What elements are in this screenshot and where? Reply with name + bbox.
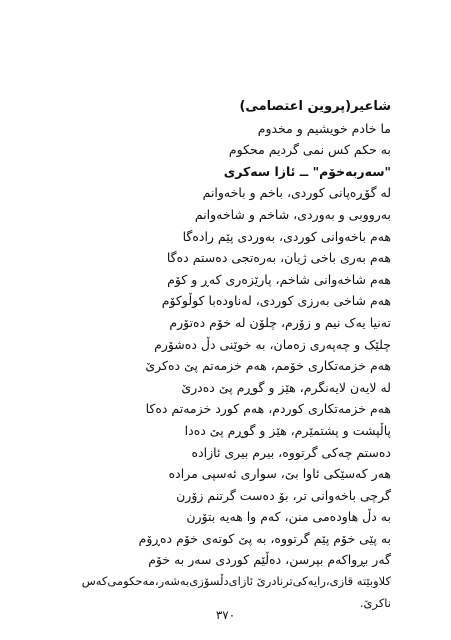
- poem-title: شاعیر(پروین اعتصامی): [239, 99, 391, 114]
- poem-line: ما خادم خویشیم و مخدوم: [257, 120, 391, 136]
- poem-line: هەم خزمەتکاری کوردم، هەم کورد خزمەتم دەکا: [145, 401, 391, 417]
- poem-line: بە دڵ هاودەمی منن، کەم وا هەیە بتۆرن: [186, 509, 391, 525]
- poem-line: لە گۆڕەپانی کوردی، باخم و باخەوانم: [202, 185, 391, 201]
- poem-line: بە پێی خۆم پێم گرتووە، بە پێ کوتەی خۆم دەڕۆم: [138, 530, 391, 546]
- poem-line: به حکم کس نمی گردیم محکوم: [228, 142, 391, 158]
- poem-line: هەم خزمەتکاری خۆمم، هەم خزمەتم پێ دەکرێ: [145, 358, 391, 374]
- poem-line: بەرووبی و بەوردی، شاخم و شاخەوانم: [194, 206, 391, 222]
- poem-line: تەنیا یەک نیم و زۆرم، چلۆن لە خۆم دەتۆرم: [169, 314, 391, 330]
- poem-closing-line: کلاوبێتە قازی،رایەکی‌ترنادرێ ئازای‌دڵسۆزی‌بەشەر،مەحکومی‌کەس ناکرێ.: [81, 574, 391, 610]
- poem-line: چلێک و چەپەری زەمان، بە خوێنی دڵ دەشۆرم: [154, 336, 391, 352]
- poem-line: هەم باخەوانی کوردی، بەوردی پێم رادەگا: [182, 228, 391, 244]
- poem-line: هەم شاخەوانی شاخم، پارێزەری کەڕ و کۆم: [167, 271, 391, 287]
- poem-line: دەستم چەکی گرتووە، بیرم بیری ئازادە: [191, 444, 391, 460]
- poem-line: هەم شاخی بەرزی کوردی، لەناودەبا کوڵوکۆم: [161, 293, 391, 309]
- poem-subtitle: "سەربەخۆم" ــ ئازا سەکری: [223, 163, 391, 179]
- poem-line: لە لایەن لایەنگرم، هێز و گوڕم پێ دەدرێ: [181, 379, 391, 395]
- poem-line: هەم بەری باخی ژیان، بەرەتجی دەستم دەگا: [166, 250, 391, 266]
- poem-text-block: [51, 96, 391, 610]
- poem-line: هەر کەسێکی ئاوا بێ، سواری ئەسپی مرادە: [168, 466, 391, 482]
- poem-line: گەر بڕواکەم بپرسن، دەڵێم کوردی سەر بە خۆم: [148, 552, 391, 568]
- page-number: ٣٧٠: [215, 608, 236, 622]
- poem-line: گرچی باخەوانی تر، بۆ دەست گرتنم زۆرن: [176, 487, 391, 503]
- poem-line: پاڵپشت و پشتمێرم، هێز و گوڕم پێ دەدا: [184, 422, 391, 438]
